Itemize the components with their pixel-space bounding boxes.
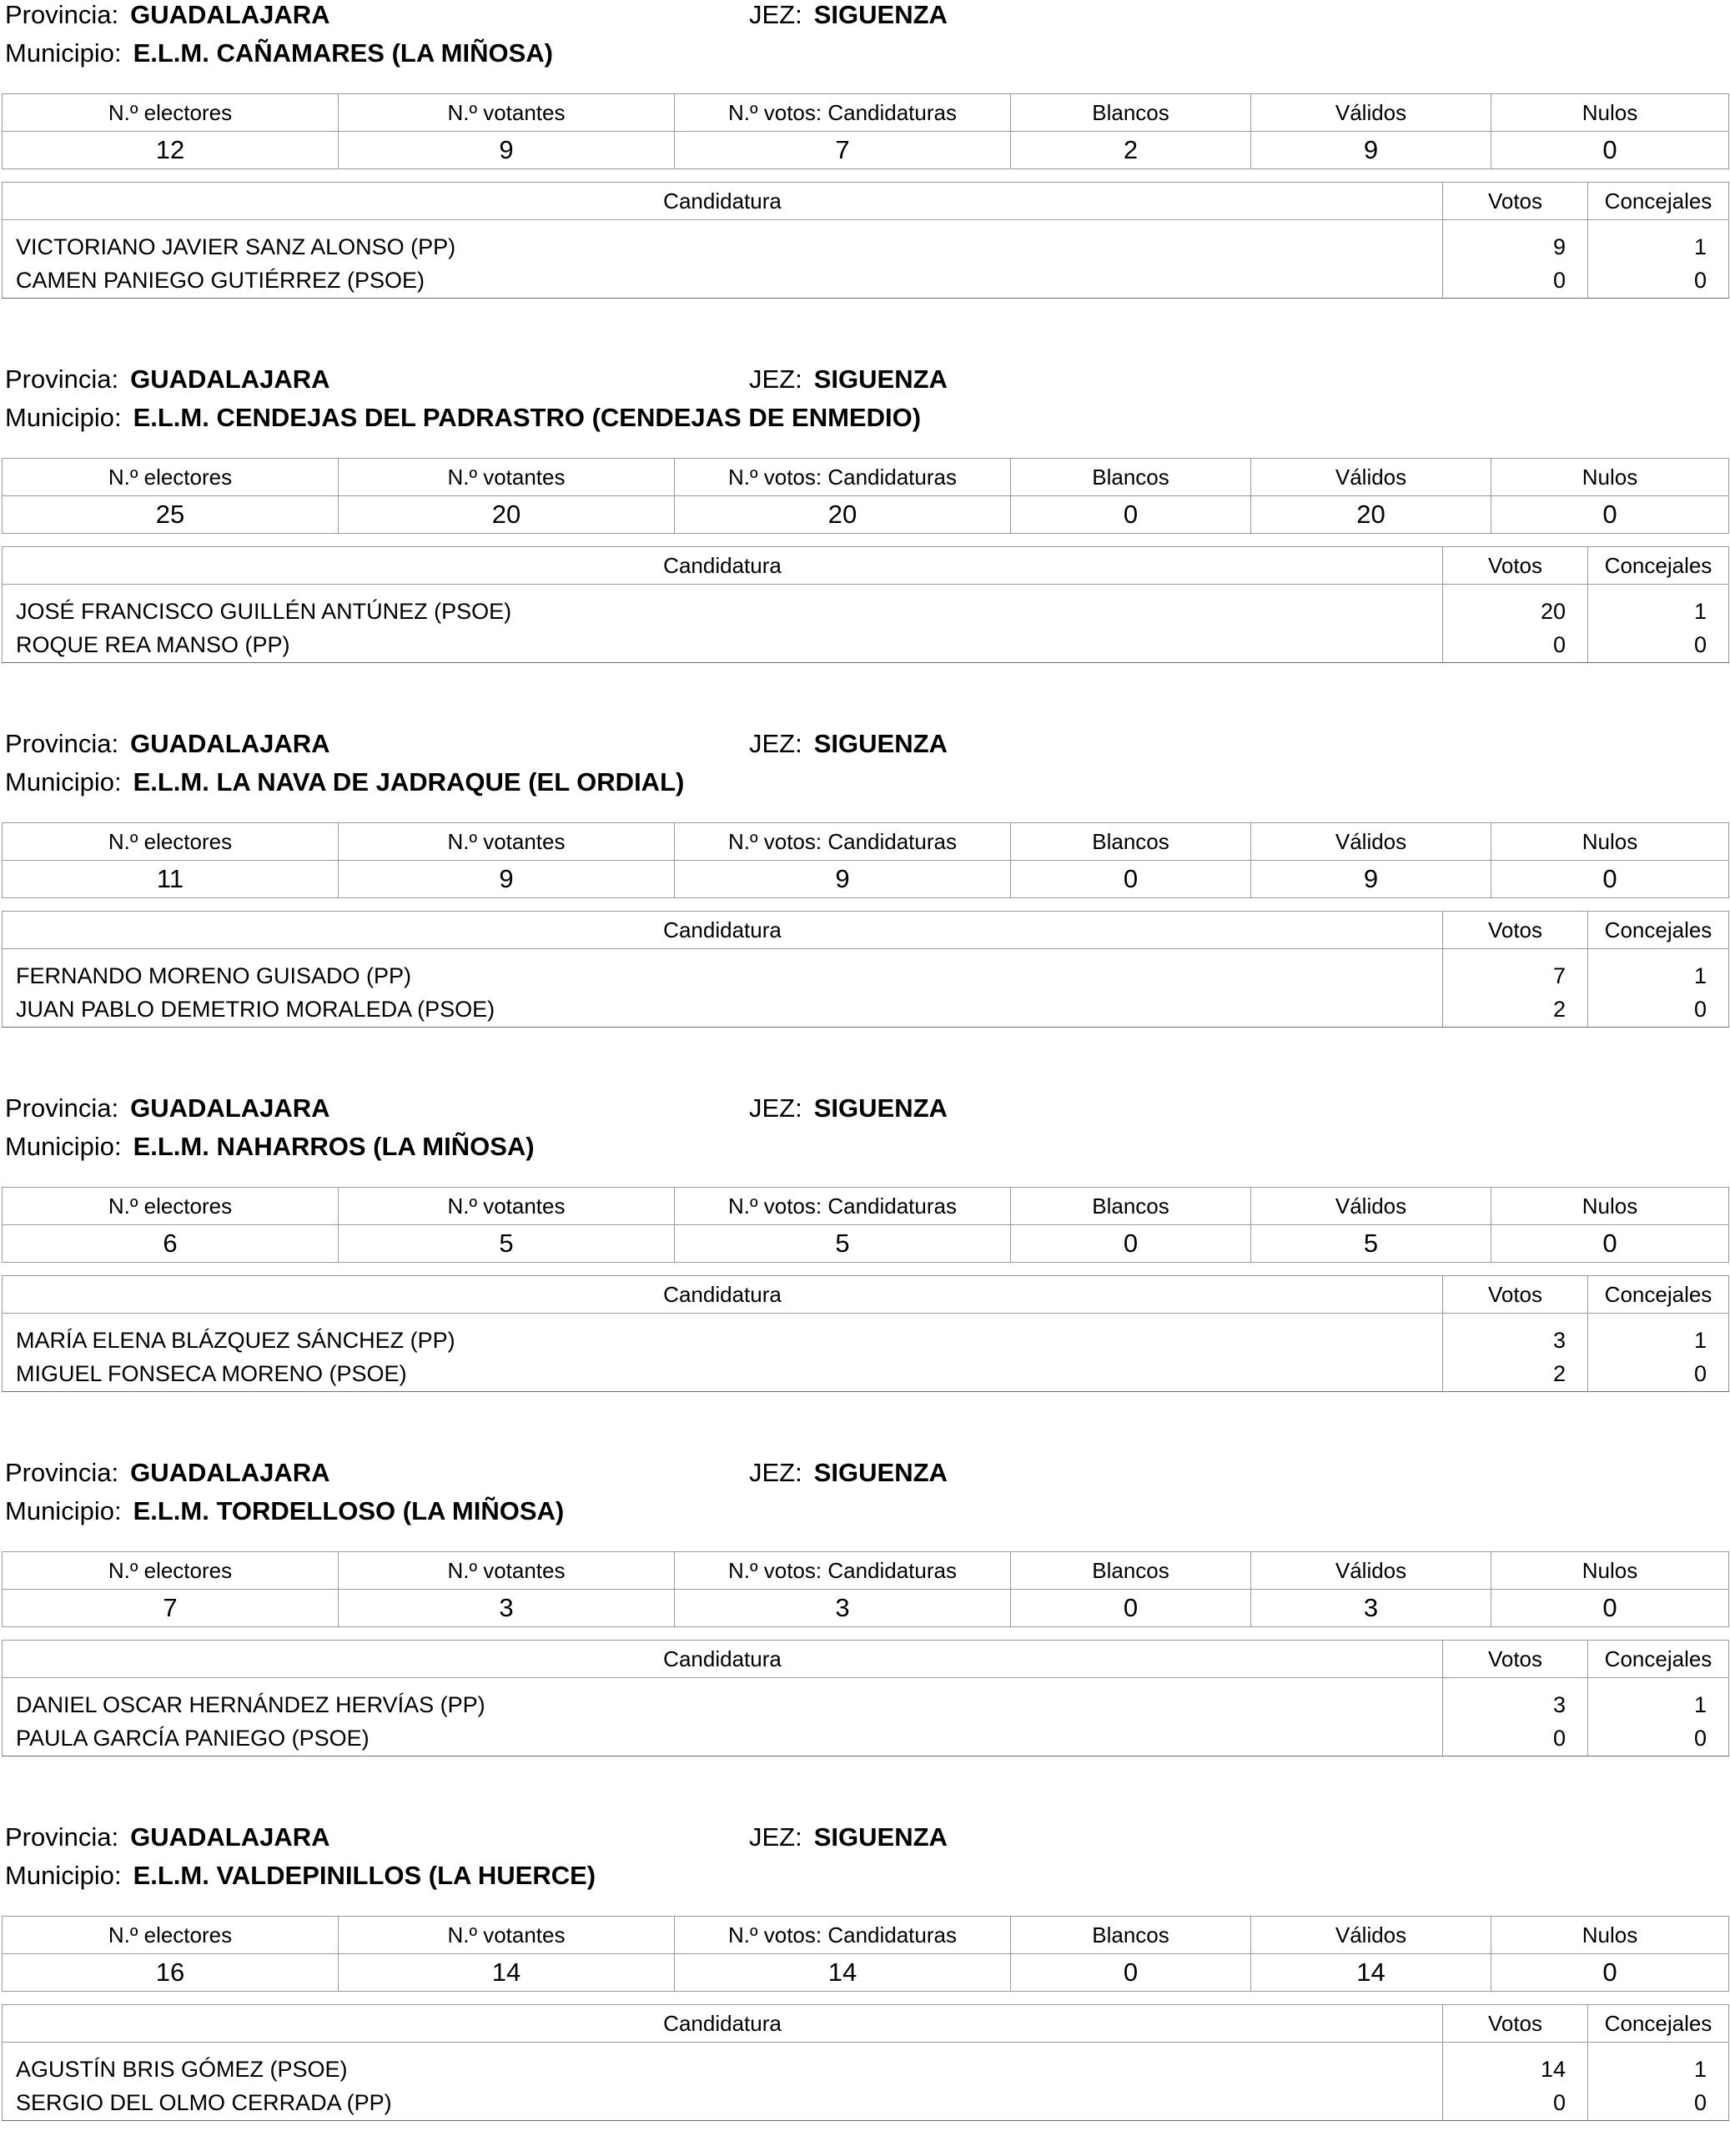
votantes-value: 14 <box>339 1954 675 1992</box>
votantes-header: N.º votantes <box>339 459 675 496</box>
nulos-value: 0 <box>1491 132 1729 169</box>
municipio-label: Municipio: <box>5 1861 122 1890</box>
provincia-value: GUADALAJARA <box>130 1822 330 1852</box>
jez-value: SIGUENZA <box>813 1093 948 1123</box>
candidates-table <box>2 2004 1729 2121</box>
nulos-value: 0 <box>1491 1954 1729 1992</box>
candidate-row <box>3 628 1729 663</box>
nulos-value: 0 <box>1491 1590 1729 1627</box>
municipio-label: Municipio: <box>5 38 122 68</box>
electores-header: N.º electores <box>3 459 339 496</box>
nulos-header: Nulos <box>1491 459 1729 496</box>
provincia-value: GUADALAJARA <box>130 1458 330 1487</box>
candidate-votos: 0 <box>1443 264 1588 299</box>
candidate-row <box>3 585 1729 629</box>
candidates-table <box>2 182 1729 299</box>
candidate-votos: 20 <box>1443 585 1588 629</box>
municipio-label: Municipio: <box>5 403 122 432</box>
votantes-value: 20 <box>339 496 675 534</box>
candidatura-header: Candidatura <box>3 547 1443 585</box>
candidate-votos: 9 <box>1443 220 1588 264</box>
jez-line <box>749 729 948 759</box>
votos-candidaturas-header: N.º votos: Candidaturas <box>675 823 1011 861</box>
municipio-value: E.L.M. CAÑAMARES (LA MIÑOSA) <box>133 38 553 68</box>
nulos-value: 0 <box>1491 496 1729 534</box>
candidatura-header: Candidatura <box>3 2005 1443 2043</box>
votos-header: Votos <box>1443 2005 1588 2043</box>
electores-header: N.º electores <box>3 823 339 861</box>
nulos-header: Nulos <box>1491 1917 1729 1954</box>
jez-label: JEZ: <box>749 1458 802 1487</box>
validos-header: Válidos <box>1251 823 1491 861</box>
concejales-header: Concejales <box>1588 1641 1729 1678</box>
candidate-concejales: 0 <box>1588 2086 1729 2121</box>
nulos-value: 0 <box>1491 1225 1729 1263</box>
candidate-name: MARÍA ELENA BLÁZQUEZ SÁNCHEZ (PP) <box>3 1314 1443 1358</box>
votantes-header: N.º votantes <box>339 1188 675 1225</box>
municipio-line <box>5 1132 535 1162</box>
votos-header: Votos <box>1443 547 1588 585</box>
candidate-row <box>3 2043 1729 2087</box>
candidate-votos: 2 <box>1443 1357 1588 1392</box>
jez-line <box>749 1822 948 1852</box>
blancos-header: Blancos <box>1011 94 1251 132</box>
provincia-line <box>5 729 330 759</box>
votos-candidaturas-header: N.º votos: Candidaturas <box>675 459 1011 496</box>
stats-table <box>2 1916 1729 1992</box>
votantes-header: N.º votantes <box>339 1917 675 1954</box>
candidate-name: JOSÉ FRANCISCO GUILLÉN ANTÚNEZ (PSOE) <box>3 585 1443 629</box>
stats-value-row <box>3 1225 1729 1263</box>
candidate-votos: 0 <box>1443 628 1588 663</box>
stats-header-row <box>3 459 1729 496</box>
votos-header: Votos <box>1443 183 1588 220</box>
municipio-line <box>5 1861 596 1891</box>
provincia-value: GUADALAJARA <box>130 0 330 29</box>
nulos-header: Nulos <box>1491 823 1729 861</box>
blancos-header: Blancos <box>1011 459 1251 496</box>
votantes-header: N.º votantes <box>339 823 675 861</box>
votantes-header: N.º votantes <box>339 94 675 132</box>
blancos-header: Blancos <box>1011 1917 1251 1954</box>
candidate-concejales: 1 <box>1588 2043 1729 2087</box>
votos-candidaturas-header: N.º votos: Candidaturas <box>675 94 1011 132</box>
stats-value-row <box>3 1590 1729 1627</box>
candidates-table <box>2 1275 1729 1392</box>
provincia-line <box>5 1822 330 1852</box>
candidate-name: DANIEL OSCAR HERNÁNDEZ HERVÍAS (PP) <box>3 1678 1443 1722</box>
candidate-name: VICTORIANO JAVIER SANZ ALONSO (PP) <box>3 220 1443 264</box>
blancos-value: 0 <box>1011 1954 1251 1992</box>
concejales-header: Concejales <box>1588 912 1729 949</box>
blancos-value: 0 <box>1011 496 1251 534</box>
candidate-concejales: 1 <box>1588 1678 1729 1722</box>
votos-candidaturas-value: 20 <box>675 496 1011 534</box>
stats-table <box>2 1187 1729 1263</box>
candidate-votos: 0 <box>1443 2086 1588 2121</box>
municipio-line <box>5 38 553 68</box>
candidate-row <box>3 2086 1729 2121</box>
votantes-value: 3 <box>339 1590 675 1627</box>
votos-candidaturas-header: N.º votos: Candidaturas <box>675 1188 1011 1225</box>
municipio-label: Municipio: <box>5 1132 122 1161</box>
votantes-value: 9 <box>339 132 675 169</box>
stats-value-row <box>3 496 1729 534</box>
candidates-header-row <box>3 183 1729 220</box>
concejales-header: Concejales <box>1588 1276 1729 1314</box>
candidate-name: JUAN PABLO DEMETRIO MORALEDA (PSOE) <box>3 993 1443 1028</box>
electores-value: 25 <box>3 496 339 534</box>
blancos-header: Blancos <box>1011 1552 1251 1590</box>
candidate-concejales: 0 <box>1588 993 1729 1028</box>
candidate-votos: 14 <box>1443 2043 1588 2087</box>
validos-value: 9 <box>1251 861 1491 898</box>
jez-value: SIGUENZA <box>813 1458 948 1487</box>
candidatura-header: Candidatura <box>3 912 1443 949</box>
electores-header: N.º electores <box>3 94 339 132</box>
stats-value-row <box>3 1954 1729 1992</box>
candidate-row <box>3 949 1729 993</box>
stats-value-row <box>3 861 1729 898</box>
jez-value: SIGUENZA <box>813 1822 948 1852</box>
municipality-block <box>0 0 1730 334</box>
candidate-name: SERGIO DEL OLMO CERRADA (PP) <box>3 2086 1443 2121</box>
blancos-value: 0 <box>1011 1225 1251 1263</box>
jez-line <box>749 364 948 395</box>
candidate-row <box>3 220 1729 264</box>
municipio-label: Municipio: <box>5 1496 122 1525</box>
blancos-value: 0 <box>1011 1590 1251 1627</box>
provincia-value: GUADALAJARA <box>130 1093 330 1123</box>
candidate-votos: 0 <box>1443 1721 1588 1756</box>
nulos-header: Nulos <box>1491 94 1729 132</box>
concejales-header: Concejales <box>1588 547 1729 585</box>
stats-header-row <box>3 1188 1729 1225</box>
concejales-header: Concejales <box>1588 2005 1729 2043</box>
candidate-votos: 3 <box>1443 1314 1588 1358</box>
stats-header-row <box>3 823 1729 861</box>
municipio-label: Municipio: <box>5 767 122 797</box>
electores-header: N.º electores <box>3 1917 339 1954</box>
municipio-value: E.L.M. VALDEPINILLOS (LA HUERCE) <box>133 1861 596 1890</box>
votos-header: Votos <box>1443 912 1588 949</box>
blancos-header: Blancos <box>1011 1188 1251 1225</box>
candidates-table <box>2 1640 1729 1756</box>
candidate-concejales: 1 <box>1588 1314 1729 1358</box>
provincia-label: Provincia: <box>5 364 119 394</box>
stats-header-row <box>3 1917 1729 1954</box>
candidate-concejales: 1 <box>1588 220 1729 264</box>
validos-value: 14 <box>1251 1954 1491 1992</box>
validos-header: Válidos <box>1251 1188 1491 1225</box>
electores-header: N.º electores <box>3 1552 339 1590</box>
validos-header: Válidos <box>1251 459 1491 496</box>
electores-value: 12 <box>3 132 339 169</box>
provincia-label: Provincia: <box>5 1822 119 1852</box>
votantes-header: N.º votantes <box>339 1552 675 1590</box>
jez-label: JEZ: <box>749 729 802 758</box>
jez-label: JEZ: <box>749 364 802 394</box>
provincia-label: Provincia: <box>5 729 119 758</box>
candidate-votos: 7 <box>1443 949 1588 993</box>
candidate-concejales: 1 <box>1588 585 1729 629</box>
jez-line <box>749 1458 948 1488</box>
stats-table <box>2 822 1729 898</box>
provincia-line <box>5 0 330 30</box>
blancos-value: 0 <box>1011 861 1251 898</box>
provincia-line <box>5 364 330 395</box>
validos-value: 9 <box>1251 132 1491 169</box>
municipality-block <box>0 1458 1730 1792</box>
candidate-row <box>3 993 1729 1028</box>
electores-value: 6 <box>3 1225 339 1263</box>
jez-value: SIGUENZA <box>813 364 948 394</box>
candidate-name: CAMEN PANIEGO GUTIÉRREZ (PSOE) <box>3 264 1443 299</box>
electores-header: N.º electores <box>3 1188 339 1225</box>
candidate-name: AGUSTÍN BRIS GÓMEZ (PSOE) <box>3 2043 1443 2087</box>
stats-value-row <box>3 132 1729 169</box>
validos-value: 20 <box>1251 496 1491 534</box>
provincia-label: Provincia: <box>5 1458 119 1487</box>
municipio-line <box>5 1496 564 1526</box>
validos-value: 5 <box>1251 1225 1491 1263</box>
municipality-block <box>0 1822 1730 2156</box>
jez-label: JEZ: <box>749 1822 802 1852</box>
votos-header: Votos <box>1443 1276 1588 1314</box>
stats-header-row <box>3 1552 1729 1590</box>
provincia-label: Provincia: <box>5 0 119 29</box>
candidates-header-row <box>3 1276 1729 1314</box>
votos-candidaturas-value: 5 <box>675 1225 1011 1263</box>
provincia-label: Provincia: <box>5 1093 119 1123</box>
validos-header: Válidos <box>1251 1917 1491 1954</box>
votos-candidaturas-value: 9 <box>675 861 1011 898</box>
nulos-header: Nulos <box>1491 1552 1729 1590</box>
jez-line <box>749 0 948 30</box>
votantes-value: 5 <box>339 1225 675 1263</box>
candidates-header-row <box>3 547 1729 585</box>
candidatura-header: Candidatura <box>3 183 1443 220</box>
provincia-value: GUADALAJARA <box>130 729 330 758</box>
nulos-value: 0 <box>1491 861 1729 898</box>
municipio-value: E.L.M. TORDELLOSO (LA MIÑOSA) <box>133 1496 565 1525</box>
candidates-header-row <box>3 2005 1729 2043</box>
stats-table <box>2 1551 1729 1627</box>
candidate-concejales: 0 <box>1588 1721 1729 1756</box>
municipality-block <box>0 729 1730 1063</box>
votos-candidaturas-header: N.º votos: Candidaturas <box>675 1552 1011 1590</box>
candidate-votos: 2 <box>1443 993 1588 1028</box>
jez-value: SIGUENZA <box>813 729 948 758</box>
stats-table <box>2 93 1729 169</box>
votos-candidaturas-value: 7 <box>675 132 1011 169</box>
candidate-row <box>3 1678 1729 1722</box>
candidate-name: FERNANDO MORENO GUISADO (PP) <box>3 949 1443 993</box>
candidate-votos: 3 <box>1443 1678 1588 1722</box>
jez-value: SIGUENZA <box>813 0 948 29</box>
votos-candidaturas-header: N.º votos: Candidaturas <box>675 1917 1011 1954</box>
validos-value: 3 <box>1251 1590 1491 1627</box>
provincia-value: GUADALAJARA <box>130 364 330 394</box>
votos-candidaturas-value: 3 <box>675 1590 1011 1627</box>
candidate-row <box>3 1721 1729 1756</box>
candidate-concejales: 0 <box>1588 264 1729 299</box>
candidate-row <box>3 1314 1729 1358</box>
votos-candidaturas-value: 14 <box>675 1954 1011 1992</box>
jez-label: JEZ: <box>749 0 802 29</box>
candidates-header-row <box>3 912 1729 949</box>
candidate-concejales: 0 <box>1588 1357 1729 1392</box>
electores-value: 11 <box>3 861 339 898</box>
candidate-row <box>3 264 1729 299</box>
votos-header: Votos <box>1443 1641 1588 1678</box>
candidates-table <box>2 911 1729 1028</box>
municipio-line <box>5 403 921 433</box>
candidate-row <box>3 1357 1729 1392</box>
candidate-name: MIGUEL FONSECA MORENO (PSOE) <box>3 1357 1443 1392</box>
provincia-line <box>5 1458 330 1488</box>
votantes-value: 9 <box>339 861 675 898</box>
candidate-name: PAULA GARCÍA PANIEGO (PSOE) <box>3 1721 1443 1756</box>
jez-line <box>749 1093 948 1123</box>
provincia-line <box>5 1093 330 1123</box>
candidate-concejales: 1 <box>1588 949 1729 993</box>
validos-header: Válidos <box>1251 94 1491 132</box>
municipio-value: E.L.M. LA NAVA DE JADRAQUE (EL ORDIAL) <box>133 767 685 797</box>
municipality-block <box>0 364 1730 698</box>
nulos-header: Nulos <box>1491 1188 1729 1225</box>
concejales-header: Concejales <box>1588 183 1729 220</box>
blancos-value: 2 <box>1011 132 1251 169</box>
electores-value: 7 <box>3 1590 339 1627</box>
blancos-header: Blancos <box>1011 823 1251 861</box>
candidate-concejales: 0 <box>1588 628 1729 663</box>
candidates-header-row <box>3 1641 1729 1678</box>
municipio-value: E.L.M. NAHARROS (LA MIÑOSA) <box>133 1132 535 1161</box>
validos-header: Válidos <box>1251 1552 1491 1590</box>
candidatura-header: Candidatura <box>3 1641 1443 1678</box>
jez-label: JEZ: <box>749 1093 802 1123</box>
stats-table <box>2 458 1729 534</box>
candidatura-header: Candidatura <box>3 1276 1443 1314</box>
candidates-table <box>2 546 1729 663</box>
candidate-name: ROQUE REA MANSO (PP) <box>3 628 1443 663</box>
municipio-value: E.L.M. CENDEJAS DEL PADRASTRO (CENDEJAS DE ENMEDIO) <box>133 403 922 432</box>
electores-value: 16 <box>3 1954 339 1992</box>
stats-header-row <box>3 94 1729 132</box>
municipio-line <box>5 767 684 797</box>
municipality-block <box>0 1093 1730 1427</box>
